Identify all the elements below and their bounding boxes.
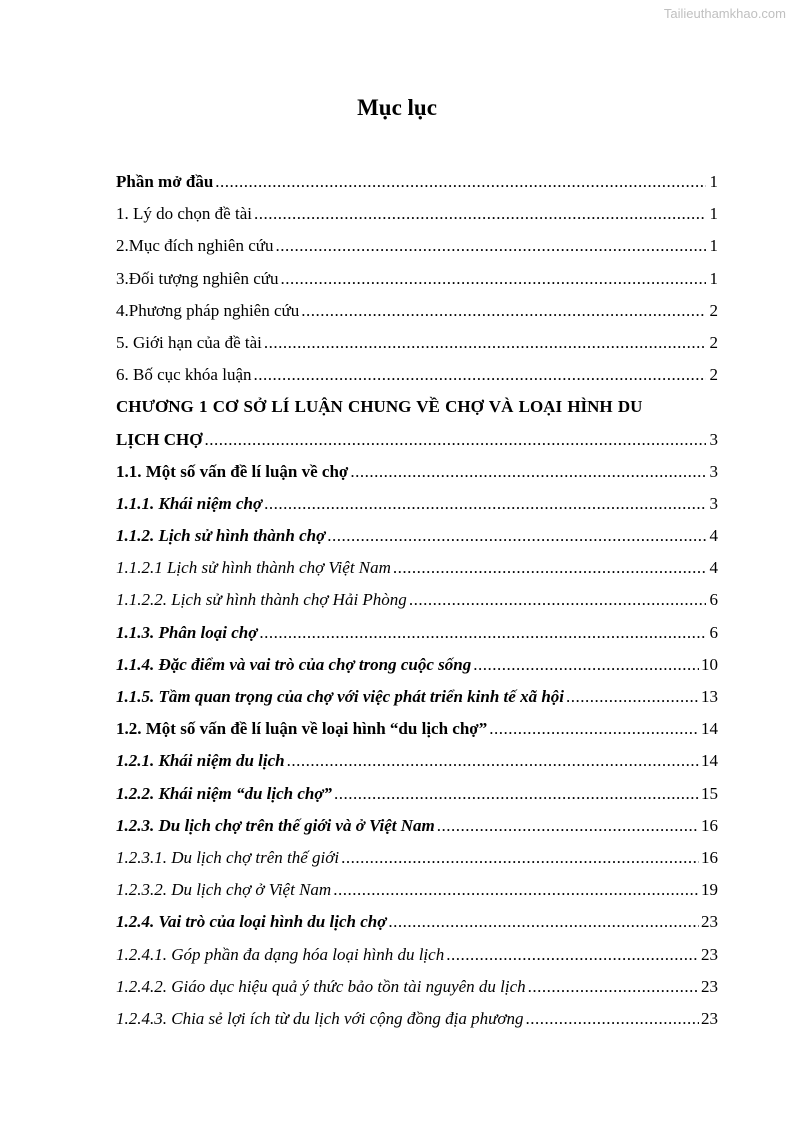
toc-entry-page: 10 <box>701 654 718 674</box>
toc-entry[interactable] <box>116 456 718 488</box>
toc-entry-page: 3 <box>709 429 718 449</box>
toc-entry[interactable] <box>116 327 718 359</box>
dot-leader <box>280 263 706 295</box>
toc-entry-page: 1 <box>709 236 718 256</box>
dot-leader <box>287 745 699 777</box>
toc-entry-label: 4.Phương pháp nghiên cứu <box>116 300 300 320</box>
toc-entry-page: 16 <box>701 815 718 835</box>
toc-entry-label: 1. Lý do chọn đề tài <box>116 204 252 224</box>
dot-leader <box>215 166 706 198</box>
toc-entry-page: 15 <box>701 783 718 803</box>
watermark: Tailieuthamkhao.com <box>663 6 786 21</box>
toc-entry-label: 1.1. Một số vấn đề lí luận về chợ <box>116 461 349 481</box>
toc-entry-page: 6 <box>709 622 718 642</box>
toc-entry-page: 4 <box>709 558 718 578</box>
toc-entry-label: 6. Bố cục khóa luận <box>116 365 252 385</box>
toc-entry-label: 1.1.2.2. Lịch sử hình thành chợ Hải Phòng <box>116 590 407 610</box>
toc-entry-page: 1 <box>709 268 718 288</box>
toc-entry[interactable] <box>116 681 718 713</box>
toc-entry-page: 6 <box>709 590 718 610</box>
dot-leader <box>446 939 699 971</box>
toc-entry-page: 1 <box>709 172 718 191</box>
toc-entry-page: 1 <box>709 204 718 224</box>
toc-entry-page: 13 <box>701 687 718 706</box>
toc-entry-label: 5. Giới hạn của đề tài <box>116 332 262 352</box>
dot-leader <box>333 874 699 906</box>
toc-entry-page: 2 <box>709 300 718 320</box>
toc-entry-label: 1.2.3. Du lịch chợ trên thế giới và ở Việt Nam <box>116 815 435 835</box>
dot-leader <box>409 584 706 616</box>
toc-entry[interactable] <box>116 906 718 938</box>
toc-entry[interactable] <box>116 971 718 1003</box>
toc-entry-label: 1.2.2. Khái niệm “du lịch chợ” <box>116 783 332 803</box>
dot-leader <box>264 327 706 359</box>
toc-entry[interactable] <box>116 1003 718 1035</box>
toc-entry-label: 1.1.4. Đặc điểm và vai trò của chợ trong cuộc sống <box>116 654 472 674</box>
toc-entry-label: CHƯƠNG 1 CƠ SỞ LÍ LUẬN CHUNG VỀ CHỢ VÀ LOẠI HÌNH DU <box>116 397 643 417</box>
toc-entry-label: 1.1.2. Lịch sử hình thành chợ <box>116 526 326 546</box>
toc-entry[interactable] <box>116 584 718 616</box>
toc-entry-label: 1.2. Một số vấn đề lí luận về loại hình “du lịch chợ” <box>116 719 488 739</box>
toc-entry-label: 3.Đối tượng nghiên cứu <box>116 268 279 288</box>
toc-entry-page: 23 <box>701 976 718 996</box>
toc-entry[interactable] <box>116 295 718 327</box>
dot-leader <box>350 456 706 488</box>
toc-entry-label: 1.1.1. Khái niệm chợ <box>116 493 263 513</box>
dot-leader <box>489 713 699 745</box>
toc-entry[interactable] <box>116 745 718 777</box>
toc-entry[interactable] <box>116 552 718 584</box>
dot-leader <box>259 617 706 649</box>
toc-entry-label: 1.2.4.1. Góp phần đa dạng hóa loại hình du lịch <box>116 944 445 964</box>
toc-entry-label: 1.2.4. Vai trò của loại hình du lịch chợ <box>116 912 387 932</box>
toc-entry-label: Phần mở đầu <box>116 172 214 191</box>
toc-entry-page: 16 <box>701 847 718 867</box>
dot-leader <box>264 488 706 520</box>
page-title: Mục lục <box>357 95 437 120</box>
toc-entry-label: 1.2.3.1. Du lịch chợ trên thế giới <box>116 847 340 867</box>
dot-leader <box>525 1003 699 1035</box>
toc-entry-label: 1.2.3.2. Du lịch chợ ở Việt Nam <box>116 880 332 900</box>
toc-entry[interactable] <box>116 230 718 262</box>
dot-leader <box>473 649 699 681</box>
toc-entry-page: 19 <box>701 880 718 900</box>
toc-entry-label: 1.2.4.2. Giáo dục hiệu quả ý thức bảo tồn tài nguyên du lịch <box>116 976 526 996</box>
toc-entry-page: 3 <box>709 461 718 481</box>
toc-entry[interactable] <box>116 166 718 198</box>
toc-entry-label: 1.1.3. Phân loại chợ <box>116 622 258 642</box>
toc-entry-page: 23 <box>701 912 718 932</box>
toc-entry[interactable] <box>116 874 718 906</box>
toc-entry[interactable] <box>116 424 718 456</box>
dot-leader <box>204 424 706 456</box>
toc-entry[interactable] <box>116 520 718 552</box>
dot-leader <box>528 971 699 1003</box>
dot-leader <box>254 198 706 230</box>
table-of-contents <box>116 166 718 1035</box>
toc-entry[interactable] <box>116 939 718 971</box>
toc-entry[interactable] <box>116 488 718 520</box>
dot-leader <box>301 295 706 327</box>
toc-entry-label: LỊCH CHỢ <box>116 429 203 449</box>
toc-entry[interactable] <box>116 359 718 391</box>
toc-entry[interactable] <box>116 263 718 295</box>
toc-entry-page: 23 <box>701 944 718 964</box>
toc-entry-label: 1.1.2.1 Lịch sử hình thành chợ Việt Nam <box>116 558 391 578</box>
toc-entry[interactable] <box>116 649 718 681</box>
dot-leader <box>566 681 699 713</box>
toc-entry-label: 1.2.4.3. Chia sẻ lợi ích từ du lịch với cộng đồng địa phương <box>116 1008 524 1028</box>
toc-entry-page: 2 <box>709 365 718 385</box>
dot-leader <box>275 230 706 262</box>
dot-leader <box>341 842 699 874</box>
dot-leader <box>393 552 706 584</box>
dot-leader <box>327 520 706 552</box>
dot-leader <box>254 359 707 391</box>
dot-leader <box>388 906 699 938</box>
toc-entry[interactable] <box>116 713 718 745</box>
toc-entry[interactable] <box>116 810 718 842</box>
toc-entry-page: 23 <box>701 1008 718 1028</box>
dot-leader <box>334 778 699 810</box>
toc-entry-label: 1.1.5. Tầm quan trọng của chợ với việc phát triển kinh tế xã hội <box>116 687 565 706</box>
toc-entry-label: 2.Mục đích nghiên cứu <box>116 236 274 256</box>
dot-leader <box>437 810 699 842</box>
toc-entry[interactable] <box>116 198 718 230</box>
toc-entry[interactable] <box>116 617 718 649</box>
toc-entry[interactable] <box>116 778 718 810</box>
toc-entry-label: 1.2.1. Khái niệm du lịch <box>116 751 285 771</box>
toc-entry[interactable] <box>116 842 718 874</box>
toc-entry-page: 14 <box>701 751 718 771</box>
toc-entry[interactable] <box>116 391 718 423</box>
toc-entry-page: 14 <box>701 719 718 739</box>
toc-entry-page: 2 <box>709 332 718 352</box>
toc-entry-page: 4 <box>709 526 718 546</box>
toc-entry-page: 3 <box>709 493 718 513</box>
